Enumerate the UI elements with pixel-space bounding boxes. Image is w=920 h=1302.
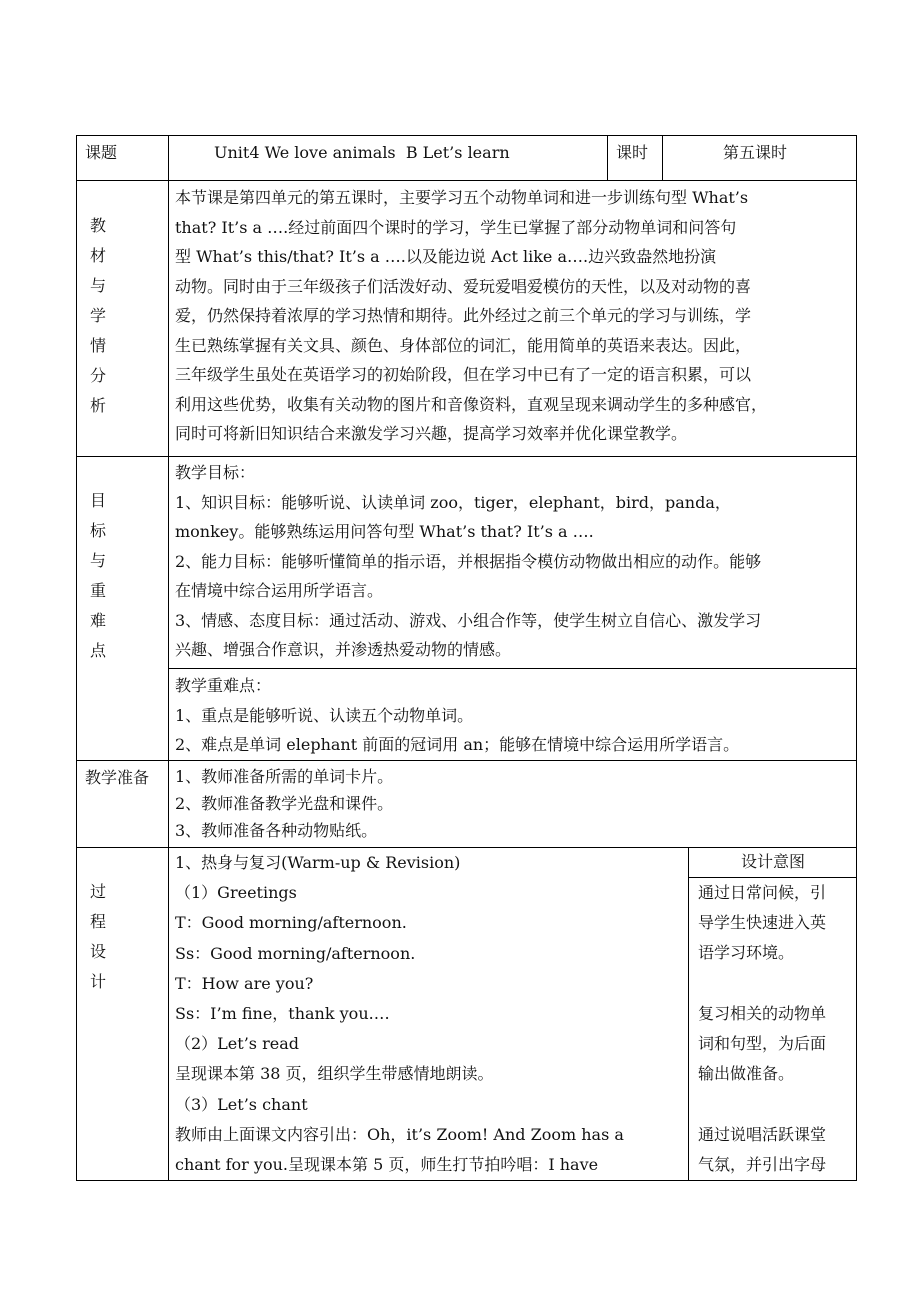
text-line: Ss：Good morning/afternoon. [175, 943, 416, 963]
design-intent-header: 设计意图 [740, 852, 805, 871]
row-divider [76, 180, 857, 181]
text-line [698, 969, 826, 999]
text-line: （3）Let’s chant [175, 1094, 308, 1114]
text-line: 生已熟练掌握有关文具、颜色、身体部位的词汇，能用简单的英语来表达。因此， [175, 335, 752, 355]
text-line: 1、知识目标：能够听说、认读单词 zoo，tiger，elephant，bird，panda， [175, 492, 731, 512]
col-divider [662, 135, 663, 180]
row-divider [76, 760, 857, 761]
design-intent-text [698, 878, 826, 1180]
text-line: 1、热身与复习(Warm-up & Revision) [175, 853, 461, 872]
text-line: 气氛，并引出字母 [698, 1154, 827, 1174]
col-divider [688, 847, 689, 1181]
preparation-text [175, 763, 393, 844]
text-line: （1）Greetings [175, 883, 297, 903]
text-line: 导学生快速进入英 [698, 913, 827, 933]
text-line: monkey。能够熟练运用问答句型 What’s that? It’s a …. [175, 522, 594, 541]
col-divider [168, 135, 169, 1181]
text-line: chant for you.呈现课本第 5 页，师生打节拍吟唱：I have [175, 1154, 599, 1174]
text-line: 复习相关的动物单 [698, 1003, 827, 1023]
text-line: 教师由上面课文内容引出：Oh，it’s Zoom! And Zoom has a [175, 1124, 624, 1144]
text-line: 3、教师准备各种动物贴纸。 [175, 821, 378, 840]
key-points-text [175, 671, 739, 760]
analysis-text [175, 183, 767, 449]
text-line: 在情境中综合运用所学语言。 [175, 581, 384, 600]
text-line [698, 1089, 826, 1119]
text-line: 呈现课本第 38 页，组织学生带感情地朗读。 [175, 1064, 494, 1084]
text-line: 型 What’s this/that? It’s a ….以及能边说 Act like a….边兴致盎然地扮演 [175, 247, 717, 266]
text-line: 2、教师准备教学光盘和课件。 [175, 794, 394, 813]
text-line: 兴趣、增强合作意识，并渗透热爱动物的情感。 [175, 640, 512, 659]
objectives-text [175, 458, 761, 665]
text-line: 教学重难点： [175, 676, 272, 695]
process-label: 过 程 设 计 [89, 882, 106, 991]
preparation-label: 教学准备 [85, 768, 150, 787]
row-divider [168, 668, 857, 669]
text-line: Ss：I’m fine，thank you.… [175, 1003, 390, 1023]
text-line: 3、情感、态度目标：通过活动、游戏、小组合作等，使学生树立自信心、激发学习 [175, 610, 762, 630]
text-line: 1、教师准备所需的单词卡片。 [175, 767, 394, 786]
text-line: 动物。同时由于三年级孩子们活泼好动、爱玩爱唱爱模仿的天性，以及对动物的喜 [175, 276, 752, 296]
text-line: that? It’s a ….经过前面四个课时的学习，学生已掌握了部分动物单词和问答句 [175, 217, 737, 237]
topic-label: 课题 [85, 143, 118, 162]
text-line: 利用这些优势，收集有关动物的图片和音像资料，直观呈现来调动学生的多种感官， [175, 394, 768, 414]
process-text [175, 848, 624, 1180]
text-line: 三年级学生虽处在英语学习的初始阶段，但在学习中已有了一定的语言积累，可以 [175, 365, 752, 384]
period-value: 第五课时 [723, 143, 788, 162]
analysis-label: 教 材 与 学 情 分 析 [89, 216, 106, 415]
text-line: 词和句型，为后面 [698, 1033, 827, 1053]
text-line: T：Good morning/afternoon. [175, 913, 407, 933]
period-label: 课时 [616, 143, 649, 162]
col-divider [607, 135, 608, 180]
text-line: （2）Let’s read [175, 1034, 299, 1054]
text-line: 通过说唱活跃课堂 [698, 1124, 827, 1144]
text-line: 本节课是第四单元的第五课时，主要学习五个动物单词和进一步训练句型 What’s [175, 188, 749, 207]
text-line: 通过日常问候，引 [698, 883, 827, 902]
goals-label: 目 标 与 重 难 点 [89, 491, 106, 660]
text-line: 2、能力目标：能够听懂简单的指示语，并根据指令模仿动物做出相应的动作。能够 [175, 551, 762, 571]
text-line: 2、难点是单词 elephant 前面的冠词用 an；能够在情境中综合运用所学语言。 [175, 735, 740, 754]
text-line: 教学目标： [175, 463, 256, 482]
text-line: 输出做准备。 [698, 1064, 795, 1084]
text-line: 同时可将新旧知识结合来激发学习兴趣，提高学习效率并优化课堂教学。 [175, 424, 688, 443]
row-divider [76, 456, 857, 457]
text-line: 语学习环境。 [698, 943, 795, 963]
text-line: 爱，仍然保持着浓厚的学习热情和期待。此外经过之前三个单元的学习与训练，学 [175, 306, 752, 325]
text-line: 1、重点是能够听说、认读五个动物单词。 [175, 705, 474, 725]
topic-value: Unit4 We love animals B Let’s learn [214, 143, 510, 162]
text-line: T：How are you? [175, 973, 314, 993]
